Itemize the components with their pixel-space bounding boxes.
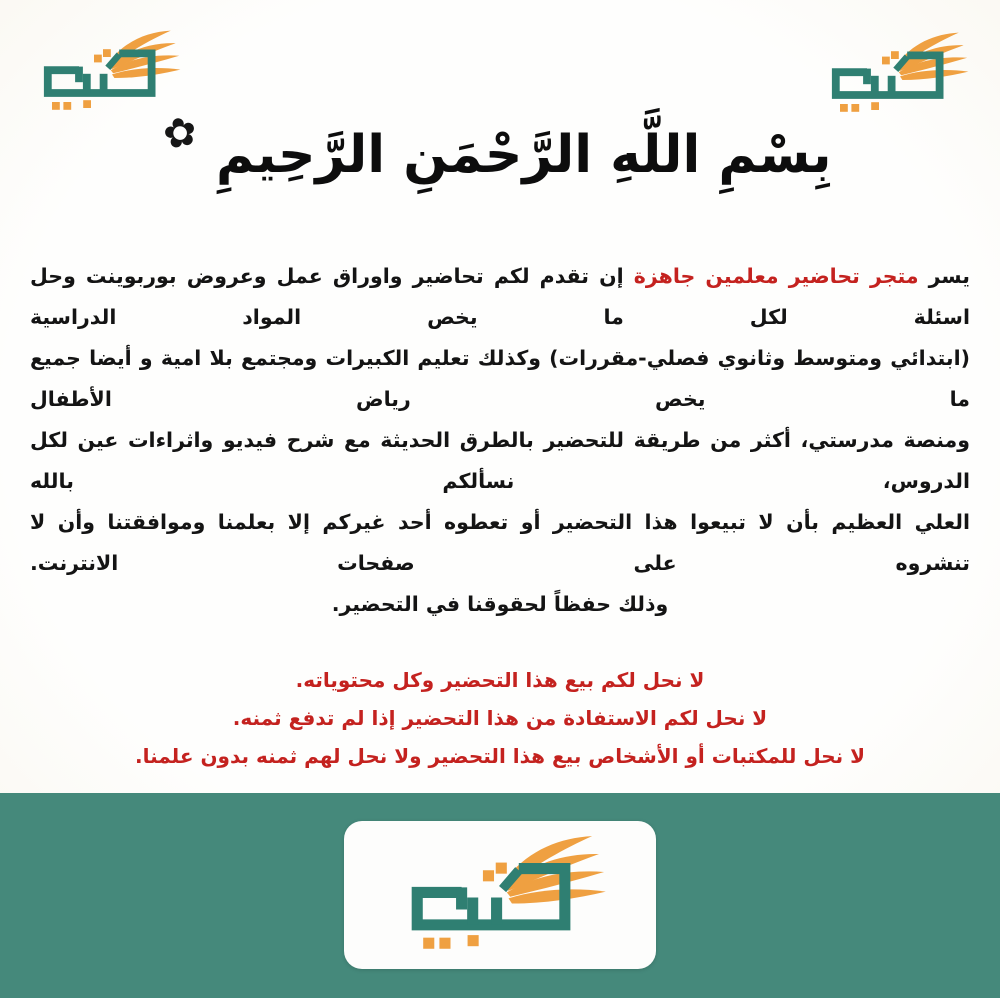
footer-logo-card bbox=[344, 821, 656, 969]
footer-band bbox=[0, 793, 1000, 998]
intro-line-1 bbox=[30, 256, 970, 338]
intro-line-5: وذلك حفظاً لحقوقنا في التحضير. bbox=[331, 592, 669, 616]
intro-line-2: (ابتدائي ومتوسط وثانوي فصلي-مقررات) وكذلك تعليم الكبيرات ومجتمع بلا امية و أيضا جميع ما يخص رياض الأطفال bbox=[30, 346, 970, 411]
intro-line-3: ومنصة مدرستي، أكثر من طريقة للتحضير بالطرق الحديثة مع شرح فيديو واثراءات عين لكل الدروس، نسألكم بالله bbox=[30, 428, 970, 493]
warning-lines bbox=[30, 661, 970, 775]
warning-line-1: لا نحل لكم بيع هذا التحضير وكل محتوياته. bbox=[295, 668, 705, 692]
kotobi-logo-top-right bbox=[816, 28, 972, 120]
kotobi-brand-icon bbox=[816, 28, 972, 120]
kotobi-logo-top-left bbox=[28, 26, 184, 118]
intro-line-4: العلي العظيم بأن لا تبيعوا هذا التحضير أو تعطوه أحد غيركم إلا بعلمنا وموافقتنا وأن لا تنشروه على صفحات الانترنت. bbox=[30, 510, 970, 575]
intro-paragraph bbox=[30, 256, 970, 625]
kotobi-brand-icon bbox=[28, 26, 184, 118]
warning-line-3: لا نحل للمكتبات أو الأشخاص بيع هذا التحضير ولا نحل لهم ثمنه بدون علمنا. bbox=[134, 744, 865, 768]
flower-ornament-icon: ✿ bbox=[159, 107, 202, 160]
intro-line-1-rest: إن تقدم لكم تحاضير واوراق عمل وعروض بوربوينت وحل اسئلة لكل ما يخص المواد الدراسية bbox=[30, 264, 970, 329]
kotobi-brand-icon bbox=[385, 831, 615, 959]
intro-line-1-prefix: يسر bbox=[918, 264, 970, 288]
store-name-highlight: متجر تحاضير معلمين جاهزة bbox=[633, 264, 919, 288]
bismillah-text: بِسْمِ اللَّهِ الرَّحْمَنِ الرَّحِيمِ bbox=[215, 125, 832, 185]
warning-line-2: لا نحل لكم الاستفادة من هذا التحضير إذا لم تدفع ثمنه. bbox=[232, 706, 768, 730]
